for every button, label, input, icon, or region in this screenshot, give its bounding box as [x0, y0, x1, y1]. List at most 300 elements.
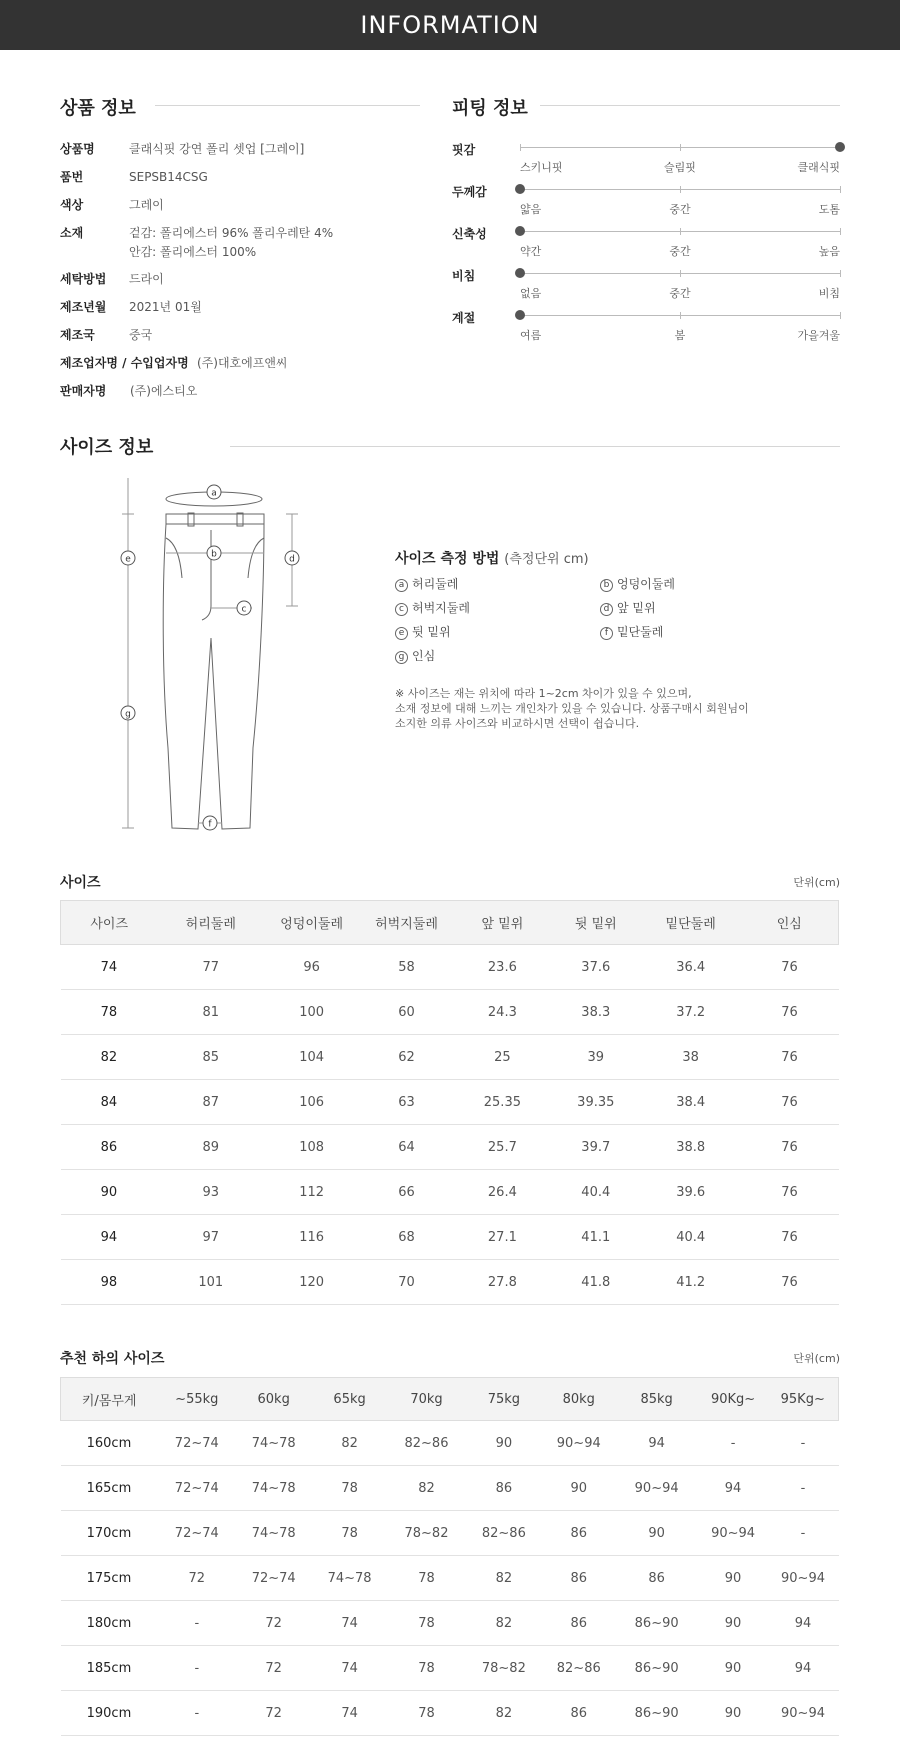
table-cell: 76	[741, 1215, 839, 1260]
table-cell: 82~86	[465, 1511, 543, 1556]
table-cell: 86	[61, 1125, 158, 1170]
measure-item	[395, 623, 451, 640]
product-info-value	[129, 168, 208, 187]
table-cell: 86~90	[615, 1691, 699, 1736]
table-header-cell: 키/몸무게	[61, 1378, 158, 1421]
measure-method-label: 사이즈 측정 방법	[395, 551, 500, 567]
product-info-value-line: 클래식핏 강연 폴리 셋업 [그레이]	[129, 142, 305, 156]
table-cell: 27.8	[454, 1260, 551, 1305]
fitting-info-divider	[540, 105, 840, 106]
measure-item-label: 밑단둘레	[617, 625, 664, 639]
product-info-value	[129, 270, 164, 289]
table-cell: 39.7	[551, 1125, 641, 1170]
rec-table-unit: 단위(cm)	[793, 1352, 840, 1365]
table-row	[61, 945, 839, 990]
table-cell: 78~82	[388, 1511, 465, 1556]
product-info-value	[129, 224, 333, 262]
table-row	[61, 1215, 839, 1260]
measure-letter-badge: d	[600, 603, 613, 616]
measure-item	[395, 647, 435, 664]
size-info-title: 사이즈 정보	[60, 437, 154, 458]
table-cell: 78	[311, 1511, 388, 1556]
fitting-info-title: 피팅 정보	[452, 98, 528, 119]
table-header-cell: 90Kg~	[699, 1378, 768, 1421]
table-cell: 41.1	[551, 1215, 641, 1260]
table-cell: -	[699, 1421, 768, 1466]
table-cell: 106	[264, 1080, 359, 1125]
table-cell: 86	[465, 1466, 543, 1511]
table-header-cell: ~55kg	[157, 1378, 236, 1421]
size-table-title: 사이즈	[60, 875, 101, 891]
table-cell: 82	[465, 1601, 543, 1646]
table-cell: 76	[741, 945, 839, 990]
table-cell: 74	[311, 1646, 388, 1691]
table-header-cell: 사이즈	[61, 901, 158, 945]
product-info-label: 소재	[60, 226, 84, 240]
table-cell: 60	[359, 990, 454, 1035]
table-cell: 74	[311, 1601, 388, 1646]
table-cell: 96	[264, 945, 359, 990]
product-info-divider	[155, 105, 420, 106]
table-cell: 38.4	[641, 1080, 741, 1125]
measure-item-label: 엉덩이둘레	[617, 577, 675, 591]
product-info-label: 품번	[60, 170, 84, 184]
table-row	[61, 990, 839, 1035]
product-info-value-line: 그레이	[129, 198, 164, 212]
table-cell: 180cm	[61, 1601, 158, 1646]
fit-row	[452, 309, 840, 345]
measure-item	[600, 575, 675, 592]
table-cell: 78	[388, 1646, 465, 1691]
fit-scale-track	[520, 147, 840, 174]
table-cell: 86	[543, 1511, 615, 1556]
product-info-row	[60, 224, 333, 262]
table-cell: 70	[359, 1260, 454, 1305]
table-cell: 38.8	[641, 1125, 741, 1170]
table-cell: 25	[454, 1035, 551, 1080]
table-row	[61, 1511, 839, 1556]
table-cell: 74~78	[236, 1511, 311, 1556]
table-cell: 82	[465, 1556, 543, 1601]
product-info-value-line: 중국	[129, 328, 153, 342]
table-cell: 82	[311, 1421, 388, 1466]
product-info-value	[129, 196, 164, 215]
table-cell: 25.7	[454, 1125, 551, 1170]
diagram-marker-letter: e	[125, 554, 131, 565]
product-info-row	[60, 354, 288, 373]
table-cell: 86~90	[615, 1646, 699, 1691]
table-cell: 112	[264, 1170, 359, 1215]
table-cell: 72~74	[236, 1556, 311, 1601]
fit-option-label: 얇음	[520, 203, 542, 216]
measure-item-label: 인심	[412, 649, 436, 663]
table-cell: 25.35	[454, 1080, 551, 1125]
table-cell: 72	[157, 1556, 236, 1601]
product-info-row	[60, 196, 164, 215]
table-cell: 36.4	[641, 945, 741, 990]
diagram-marker-letter: g	[125, 709, 131, 720]
table-row	[61, 1556, 839, 1601]
table-header-cell: 70kg	[388, 1378, 465, 1421]
table-cell: 39.35	[551, 1080, 641, 1125]
table-cell: 39.6	[641, 1170, 741, 1215]
size-note	[395, 686, 825, 731]
fit-scale-tick	[680, 144, 681, 151]
diagram-marker-letter: a	[211, 488, 217, 499]
table-cell: 78	[61, 990, 158, 1035]
table-cell: 108	[264, 1125, 359, 1170]
table-cell: 27.1	[454, 1215, 551, 1260]
table-header-row	[61, 1378, 839, 1421]
table-cell: 90	[61, 1170, 158, 1215]
table-cell: 76	[741, 1035, 839, 1080]
fit-option-label: 스키니핏	[520, 161, 563, 174]
diagram-marker-letter: f	[208, 819, 212, 830]
measure-letter-badge: f	[600, 627, 613, 640]
fit-scale-track	[520, 231, 840, 258]
table-cell: 86	[543, 1691, 615, 1736]
table-cell: 97	[157, 1215, 264, 1260]
size-info-divider	[230, 446, 840, 447]
product-info-label: 세탁방법	[60, 272, 107, 286]
fit-row	[452, 267, 840, 303]
fit-option-label: 클래식핏	[797, 161, 840, 174]
product-info-label: 색상	[60, 198, 84, 212]
size-table	[60, 900, 839, 1305]
fit-label: 핏감	[452, 143, 476, 157]
product-info-row	[60, 168, 208, 187]
table-cell: 38	[641, 1035, 741, 1080]
table-header-cell: 허벅지둘레	[359, 901, 454, 945]
table-header-row	[61, 901, 839, 945]
table-cell: 82~86	[388, 1421, 465, 1466]
measure-method-title	[395, 548, 589, 568]
measure-item-label: 허리둘레	[412, 577, 459, 591]
table-cell: 90~94	[543, 1421, 615, 1466]
table-cell: 94	[768, 1646, 839, 1691]
table-cell: 101	[157, 1260, 264, 1305]
size-table-unit: 단위(cm)	[793, 876, 840, 889]
fit-selected-marker	[515, 184, 525, 194]
size-note-line: 소재 정보에 대해 느끼는 개인차가 있을 수 있습니다. 상품구매시 회원님이	[395, 702, 749, 715]
product-info-row	[60, 326, 152, 345]
table-cell: 74	[61, 945, 158, 990]
table-row	[61, 1466, 839, 1511]
fit-scale-tick	[680, 186, 681, 193]
table-header-cell: 85kg	[615, 1378, 699, 1421]
table-cell: 94	[615, 1421, 699, 1466]
fit-label: 계절	[452, 311, 476, 325]
table-row	[61, 1080, 839, 1125]
table-cell: 85	[157, 1035, 264, 1080]
rec-table-title: 추천 하의 사이즈	[60, 1351, 165, 1367]
table-header-cell: 80kg	[543, 1378, 615, 1421]
table-cell: 41.2	[641, 1260, 741, 1305]
table-cell: 76	[741, 1080, 839, 1125]
diagram-marker-letter: d	[289, 554, 295, 565]
fit-row	[452, 183, 840, 219]
table-header-cell: 뒷 밑위	[551, 901, 641, 945]
table-cell: 76	[741, 1170, 839, 1215]
measure-letter-badge: e	[395, 627, 408, 640]
table-cell: 78	[311, 1466, 388, 1511]
diagram-marker-letter: b	[211, 549, 217, 560]
table-cell: 89	[157, 1125, 264, 1170]
measure-item	[600, 623, 663, 640]
fit-option-label: 중간	[669, 203, 691, 216]
fit-option-label: 없음	[520, 287, 542, 300]
table-cell: 86	[615, 1556, 699, 1601]
fit-scale-tick	[840, 270, 841, 277]
table-cell: 63	[359, 1080, 454, 1125]
table-cell: -	[768, 1466, 839, 1511]
product-info-row	[60, 270, 164, 289]
measure-item-label: 허벅지둘레	[412, 601, 470, 615]
fit-row	[452, 225, 840, 261]
table-cell: 72	[236, 1691, 311, 1736]
table-cell: 37.6	[551, 945, 641, 990]
table-row	[61, 1125, 839, 1170]
product-info-value	[129, 298, 202, 317]
table-cell: 82	[61, 1035, 158, 1080]
table-cell: 66	[359, 1170, 454, 1215]
fit-option-label: 여름	[520, 329, 542, 342]
product-info-value-line: (주)대호에프앤씨	[197, 356, 288, 370]
table-cell: 90	[699, 1646, 768, 1691]
fit-scale-tick	[680, 312, 681, 319]
fit-option-label: 가을겨울	[797, 329, 840, 342]
table-cell: 72~74	[157, 1466, 236, 1511]
table-cell: 104	[264, 1035, 359, 1080]
information-header: INFORMATION	[0, 0, 900, 50]
table-cell: 78	[388, 1691, 465, 1736]
table-row	[61, 1170, 839, 1215]
fit-scale-tick	[840, 312, 841, 319]
fit-option-label: 봄	[674, 329, 686, 342]
table-cell: 90	[699, 1556, 768, 1601]
table-cell: 86	[543, 1601, 615, 1646]
fit-option-label: 슬림핏	[664, 161, 696, 174]
table-cell: 90	[615, 1511, 699, 1556]
rec-size-table	[60, 1377, 839, 1736]
measure-item	[395, 599, 470, 616]
table-cell: -	[157, 1646, 236, 1691]
table-header-cell: 95Kg~	[768, 1378, 839, 1421]
product-info-label: 상품명	[60, 142, 95, 156]
fit-option-label: 높음	[818, 245, 840, 258]
table-cell: 77	[157, 945, 264, 990]
table-cell: 82~86	[543, 1646, 615, 1691]
fit-scale-track	[520, 315, 840, 342]
table-cell: -	[768, 1511, 839, 1556]
table-cell: 100	[264, 990, 359, 1035]
product-info-value-line: SEPSB14CSG	[129, 170, 208, 184]
product-info-value	[129, 326, 152, 345]
fit-scale-track	[520, 273, 840, 300]
table-cell: 40.4	[641, 1215, 741, 1260]
measure-item-label: 뒷 밑위	[412, 625, 451, 639]
size-note-line: ※ 사이즈는 재는 위치에 따라 1~2cm 차이가 있을 수 있으며,	[395, 687, 692, 700]
product-info-value	[129, 140, 304, 159]
size-note-line: 소지한 의류 사이즈와 비교하시면 선택이 쉽습니다.	[395, 717, 640, 730]
table-cell: 94	[768, 1601, 839, 1646]
product-info-row	[60, 298, 202, 317]
table-cell: 38.3	[551, 990, 641, 1035]
measure-letter-badge: a	[395, 579, 408, 592]
table-cell: 93	[157, 1170, 264, 1215]
fit-option-label: 도톰	[818, 203, 840, 216]
table-cell: 76	[741, 1125, 839, 1170]
table-cell: 90	[699, 1691, 768, 1736]
table-cell: 72	[236, 1646, 311, 1691]
table-cell: -	[157, 1691, 236, 1736]
table-cell: 23.6	[454, 945, 551, 990]
table-cell: 82	[465, 1691, 543, 1736]
table-cell: 74	[311, 1691, 388, 1736]
table-cell: 76	[741, 990, 839, 1035]
fit-row	[452, 141, 840, 177]
table-header-cell: 허리둘레	[157, 901, 264, 945]
table-cell: 76	[741, 1260, 839, 1305]
measure-unit: (측정단위 cm)	[504, 552, 589, 567]
measure-item-label: 앞 밑위	[617, 601, 656, 615]
measure-item	[395, 575, 458, 592]
fit-scale-tick	[680, 270, 681, 277]
table-cell: 90~94	[768, 1556, 839, 1601]
product-info-label: 제조년월	[60, 300, 107, 314]
table-header-cell: 앞 밑위	[454, 901, 551, 945]
table-cell: 72~74	[157, 1511, 236, 1556]
measure-item	[600, 599, 656, 616]
fit-scale-tick	[840, 186, 841, 193]
measure-letter-badge: c	[395, 603, 408, 616]
fit-option-label: 약간	[520, 245, 542, 258]
table-row	[61, 1260, 839, 1305]
table-header-cell: 밑단둘레	[641, 901, 741, 945]
product-info-value-line: (주)에스티오	[130, 384, 198, 398]
product-info-title: 상품 정보	[60, 98, 136, 119]
product-info-value-line: 겉감: 폴리에스터 96% 폴리우레탄 4%	[129, 226, 334, 240]
table-cell: 94	[61, 1215, 158, 1260]
fit-option-label: 비침	[818, 287, 840, 300]
table-row	[61, 1691, 839, 1736]
table-cell: 62	[359, 1035, 454, 1080]
table-cell: 175cm	[61, 1556, 158, 1601]
product-info-row	[60, 140, 304, 159]
pants-diagram	[110, 478, 310, 838]
table-cell: 78~82	[465, 1646, 543, 1691]
table-cell: 86~90	[615, 1601, 699, 1646]
product-info-label: 제조국	[60, 328, 95, 342]
measure-letter-badge: b	[600, 579, 613, 592]
table-header-cell: 인심	[741, 901, 839, 945]
fit-option-label: 중간	[669, 287, 691, 300]
table-row	[61, 1646, 839, 1691]
table-cell: 90~94	[768, 1691, 839, 1736]
table-cell: -	[768, 1421, 839, 1466]
fit-scale-tick	[520, 144, 521, 151]
table-row	[61, 1035, 839, 1080]
table-cell: 58	[359, 945, 454, 990]
table-cell: 81	[157, 990, 264, 1035]
table-cell: 120	[264, 1260, 359, 1305]
table-cell: 90~94	[699, 1511, 768, 1556]
product-info-value	[197, 354, 288, 373]
product-info-value-line: 2021년 01월	[129, 300, 202, 314]
table-cell: 190cm	[61, 1691, 158, 1736]
table-cell: 26.4	[454, 1170, 551, 1215]
table-cell: 165cm	[61, 1466, 158, 1511]
table-row	[61, 1421, 839, 1466]
fit-selected-marker	[835, 142, 845, 152]
product-info-row	[60, 382, 197, 401]
table-cell: 84	[61, 1080, 158, 1125]
table-header-cell: 65kg	[311, 1378, 388, 1421]
table-cell: 40.4	[551, 1170, 641, 1215]
table-cell: 74~78	[236, 1466, 311, 1511]
fit-scale-track	[520, 189, 840, 216]
diagram-marker-letter: c	[241, 604, 247, 615]
table-cell: 78	[388, 1556, 465, 1601]
table-row	[61, 1601, 839, 1646]
table-cell: 90	[543, 1466, 615, 1511]
table-cell: 170cm	[61, 1511, 158, 1556]
fit-label: 비침	[452, 269, 476, 283]
table-cell: 116	[264, 1215, 359, 1260]
measure-letter-badge: g	[395, 651, 408, 664]
table-cell: 90	[699, 1601, 768, 1646]
table-cell: 72	[236, 1601, 311, 1646]
table-cell: 74~78	[236, 1421, 311, 1466]
product-info-value-line: 안감: 폴리에스터 100%	[129, 245, 257, 259]
table-cell: 74~78	[311, 1556, 388, 1601]
table-cell: -	[157, 1601, 236, 1646]
fit-scale-tick	[840, 228, 841, 235]
fit-option-label: 중간	[669, 245, 691, 258]
table-cell: 72~74	[157, 1421, 236, 1466]
fit-selected-marker	[515, 268, 525, 278]
table-cell: 64	[359, 1125, 454, 1170]
fit-label: 두께감	[452, 185, 487, 199]
table-cell: 87	[157, 1080, 264, 1125]
fit-label: 신축성	[452, 227, 487, 241]
fit-selected-marker	[515, 226, 525, 236]
product-info-label: 제조업자명 / 수입업자명	[60, 356, 189, 370]
product-info-value-line: 드라이	[129, 272, 164, 286]
fit-scale-tick	[680, 228, 681, 235]
table-cell: 98	[61, 1260, 158, 1305]
table-cell: 90~94	[615, 1466, 699, 1511]
table-cell: 82	[388, 1466, 465, 1511]
table-cell: 39	[551, 1035, 641, 1080]
table-cell: 41.8	[551, 1260, 641, 1305]
table-cell: 68	[359, 1215, 454, 1260]
table-cell: 24.3	[454, 990, 551, 1035]
table-header-cell: 엉덩이둘레	[264, 901, 359, 945]
table-cell: 94	[699, 1466, 768, 1511]
table-cell: 90	[465, 1421, 543, 1466]
table-cell: 160cm	[61, 1421, 158, 1466]
table-cell: 185cm	[61, 1646, 158, 1691]
fit-selected-marker	[515, 310, 525, 320]
product-info-label: 판매자명	[60, 384, 107, 398]
table-cell: 78	[388, 1601, 465, 1646]
table-cell: 86	[543, 1556, 615, 1601]
table-header-cell: 60kg	[236, 1378, 311, 1421]
table-cell: 37.2	[641, 990, 741, 1035]
product-info-value	[130, 382, 197, 401]
table-header-cell: 75kg	[465, 1378, 543, 1421]
